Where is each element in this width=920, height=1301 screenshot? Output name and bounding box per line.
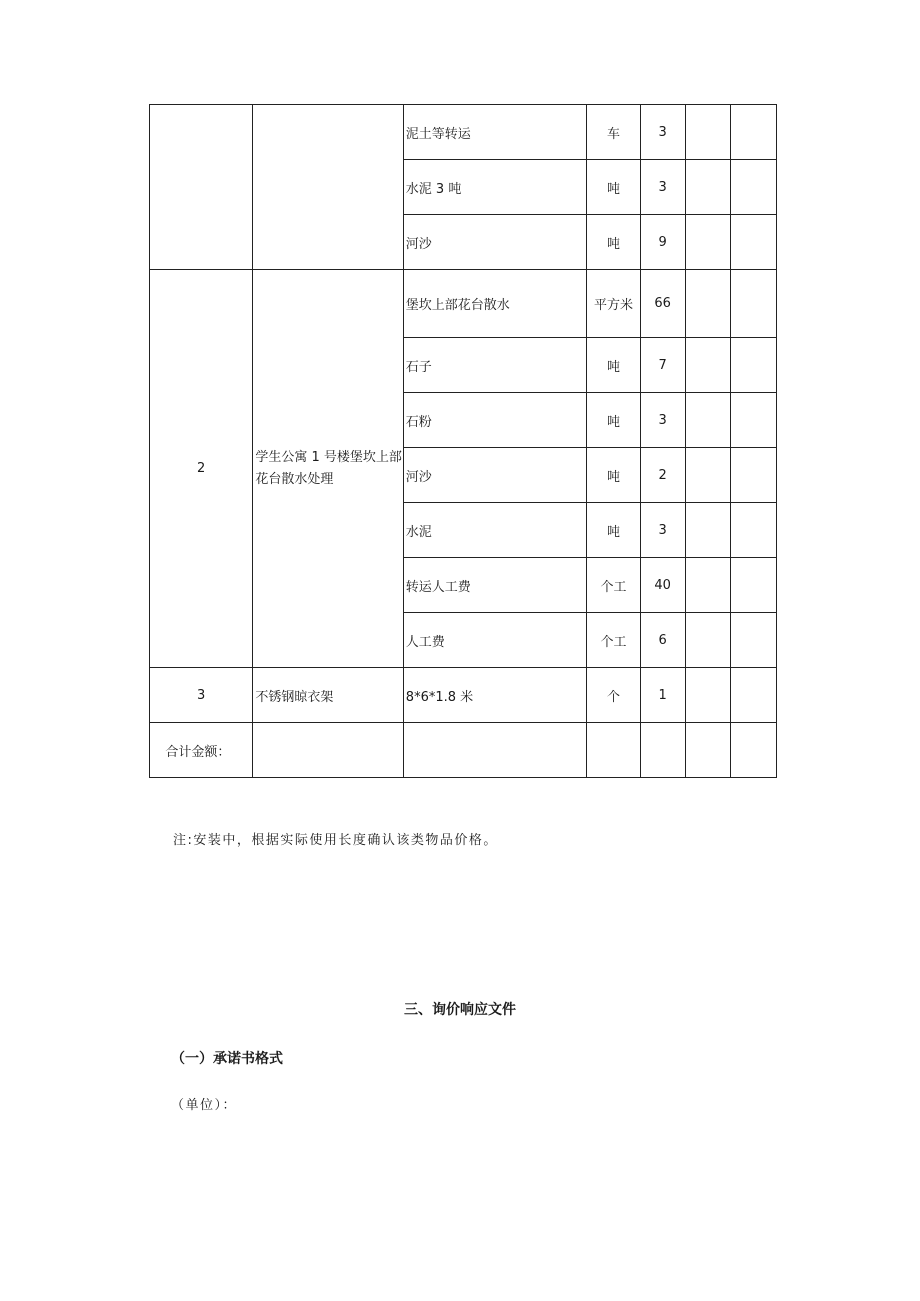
price-cell [685, 215, 730, 270]
qty-cell: 40 [640, 558, 685, 613]
amount-cell [730, 215, 776, 270]
quote-table [149, 104, 777, 778]
total-label: 合计金额： [150, 723, 253, 778]
table-row [150, 270, 777, 338]
qty-cell: 3 [640, 503, 685, 558]
item-cell: 8*6*1.8 米 [403, 668, 587, 723]
item-cell: 人工费 [403, 613, 587, 668]
amount-cell [730, 503, 776, 558]
table-row [150, 668, 777, 723]
qty-cell: 6 [640, 613, 685, 668]
total-cell [403, 723, 587, 778]
qty-cell: 3 [640, 393, 685, 448]
price-cell [685, 105, 730, 160]
unit-cell: 吨 [587, 393, 640, 448]
project-cell [253, 105, 403, 270]
item-cell: 河沙 [403, 448, 587, 503]
qty-cell: 3 [640, 160, 685, 215]
price-cell [685, 338, 730, 393]
total-cell [253, 723, 403, 778]
item-cell: 河沙 [403, 215, 587, 270]
total-cell [587, 723, 640, 778]
unit-cell: 车 [587, 105, 640, 160]
item-cell: 水泥 3 吨 [403, 160, 587, 215]
amount-cell [730, 668, 776, 723]
unit-cell: 个工 [587, 613, 640, 668]
amount-cell [730, 105, 776, 160]
price-cell [685, 160, 730, 215]
item-cell: 转运人工费 [403, 558, 587, 613]
no-cell: 3 [150, 668, 253, 723]
no-cell: 2 [150, 270, 253, 668]
amount-cell [730, 270, 776, 338]
unit-cell: 吨 [587, 215, 640, 270]
price-note: 注:安装中，根据实际使用长度确认该类物品价格。 [173, 833, 498, 848]
project-cell: 不锈钢晾衣架 [253, 668, 403, 723]
unit-cell: 吨 [587, 503, 640, 558]
amount-cell [730, 393, 776, 448]
qty-cell: 3 [640, 105, 685, 160]
unit-cell: 吨 [587, 448, 640, 503]
qty-cell: 7 [640, 338, 685, 393]
total-cell [640, 723, 685, 778]
unit-cell: 个 [587, 668, 640, 723]
price-cell [685, 448, 730, 503]
table-row [150, 105, 777, 160]
unit-cell: 平方米 [587, 270, 640, 338]
amount-cell [730, 558, 776, 613]
price-cell [685, 270, 730, 338]
price-cell [685, 613, 730, 668]
item-cell: 堡坎上部花台散水 [403, 270, 587, 338]
amount-cell [730, 160, 776, 215]
amount-cell [730, 448, 776, 503]
total-cell [730, 723, 776, 778]
unit-cell: 个工 [587, 558, 640, 613]
price-cell [685, 558, 730, 613]
qty-cell: 1 [640, 668, 685, 723]
item-cell: 水泥 [403, 503, 587, 558]
no-cell [150, 105, 253, 270]
item-cell: 石粉 [403, 393, 587, 448]
unit-cell: 吨 [587, 160, 640, 215]
price-cell [685, 668, 730, 723]
item-cell: 泥土等转运 [403, 105, 587, 160]
qty-cell: 66 [640, 270, 685, 338]
qty-cell: 2 [640, 448, 685, 503]
qty-cell: 9 [640, 215, 685, 270]
subsection-title: （一）承诺书格式 [171, 1051, 283, 1067]
amount-cell [730, 613, 776, 668]
price-cell [685, 503, 730, 558]
total-row [150, 723, 777, 778]
unit-cell: 吨 [587, 338, 640, 393]
item-cell: 石子 [403, 338, 587, 393]
project-cell: 学生公寓 1 号楼堡坎上部花台散水处理 [253, 270, 403, 668]
unit-line: （单位）： [171, 1098, 238, 1113]
price-cell [685, 393, 730, 448]
total-cell [685, 723, 730, 778]
amount-cell [730, 338, 776, 393]
section-title: 三、询价响应文件 [404, 1002, 516, 1018]
